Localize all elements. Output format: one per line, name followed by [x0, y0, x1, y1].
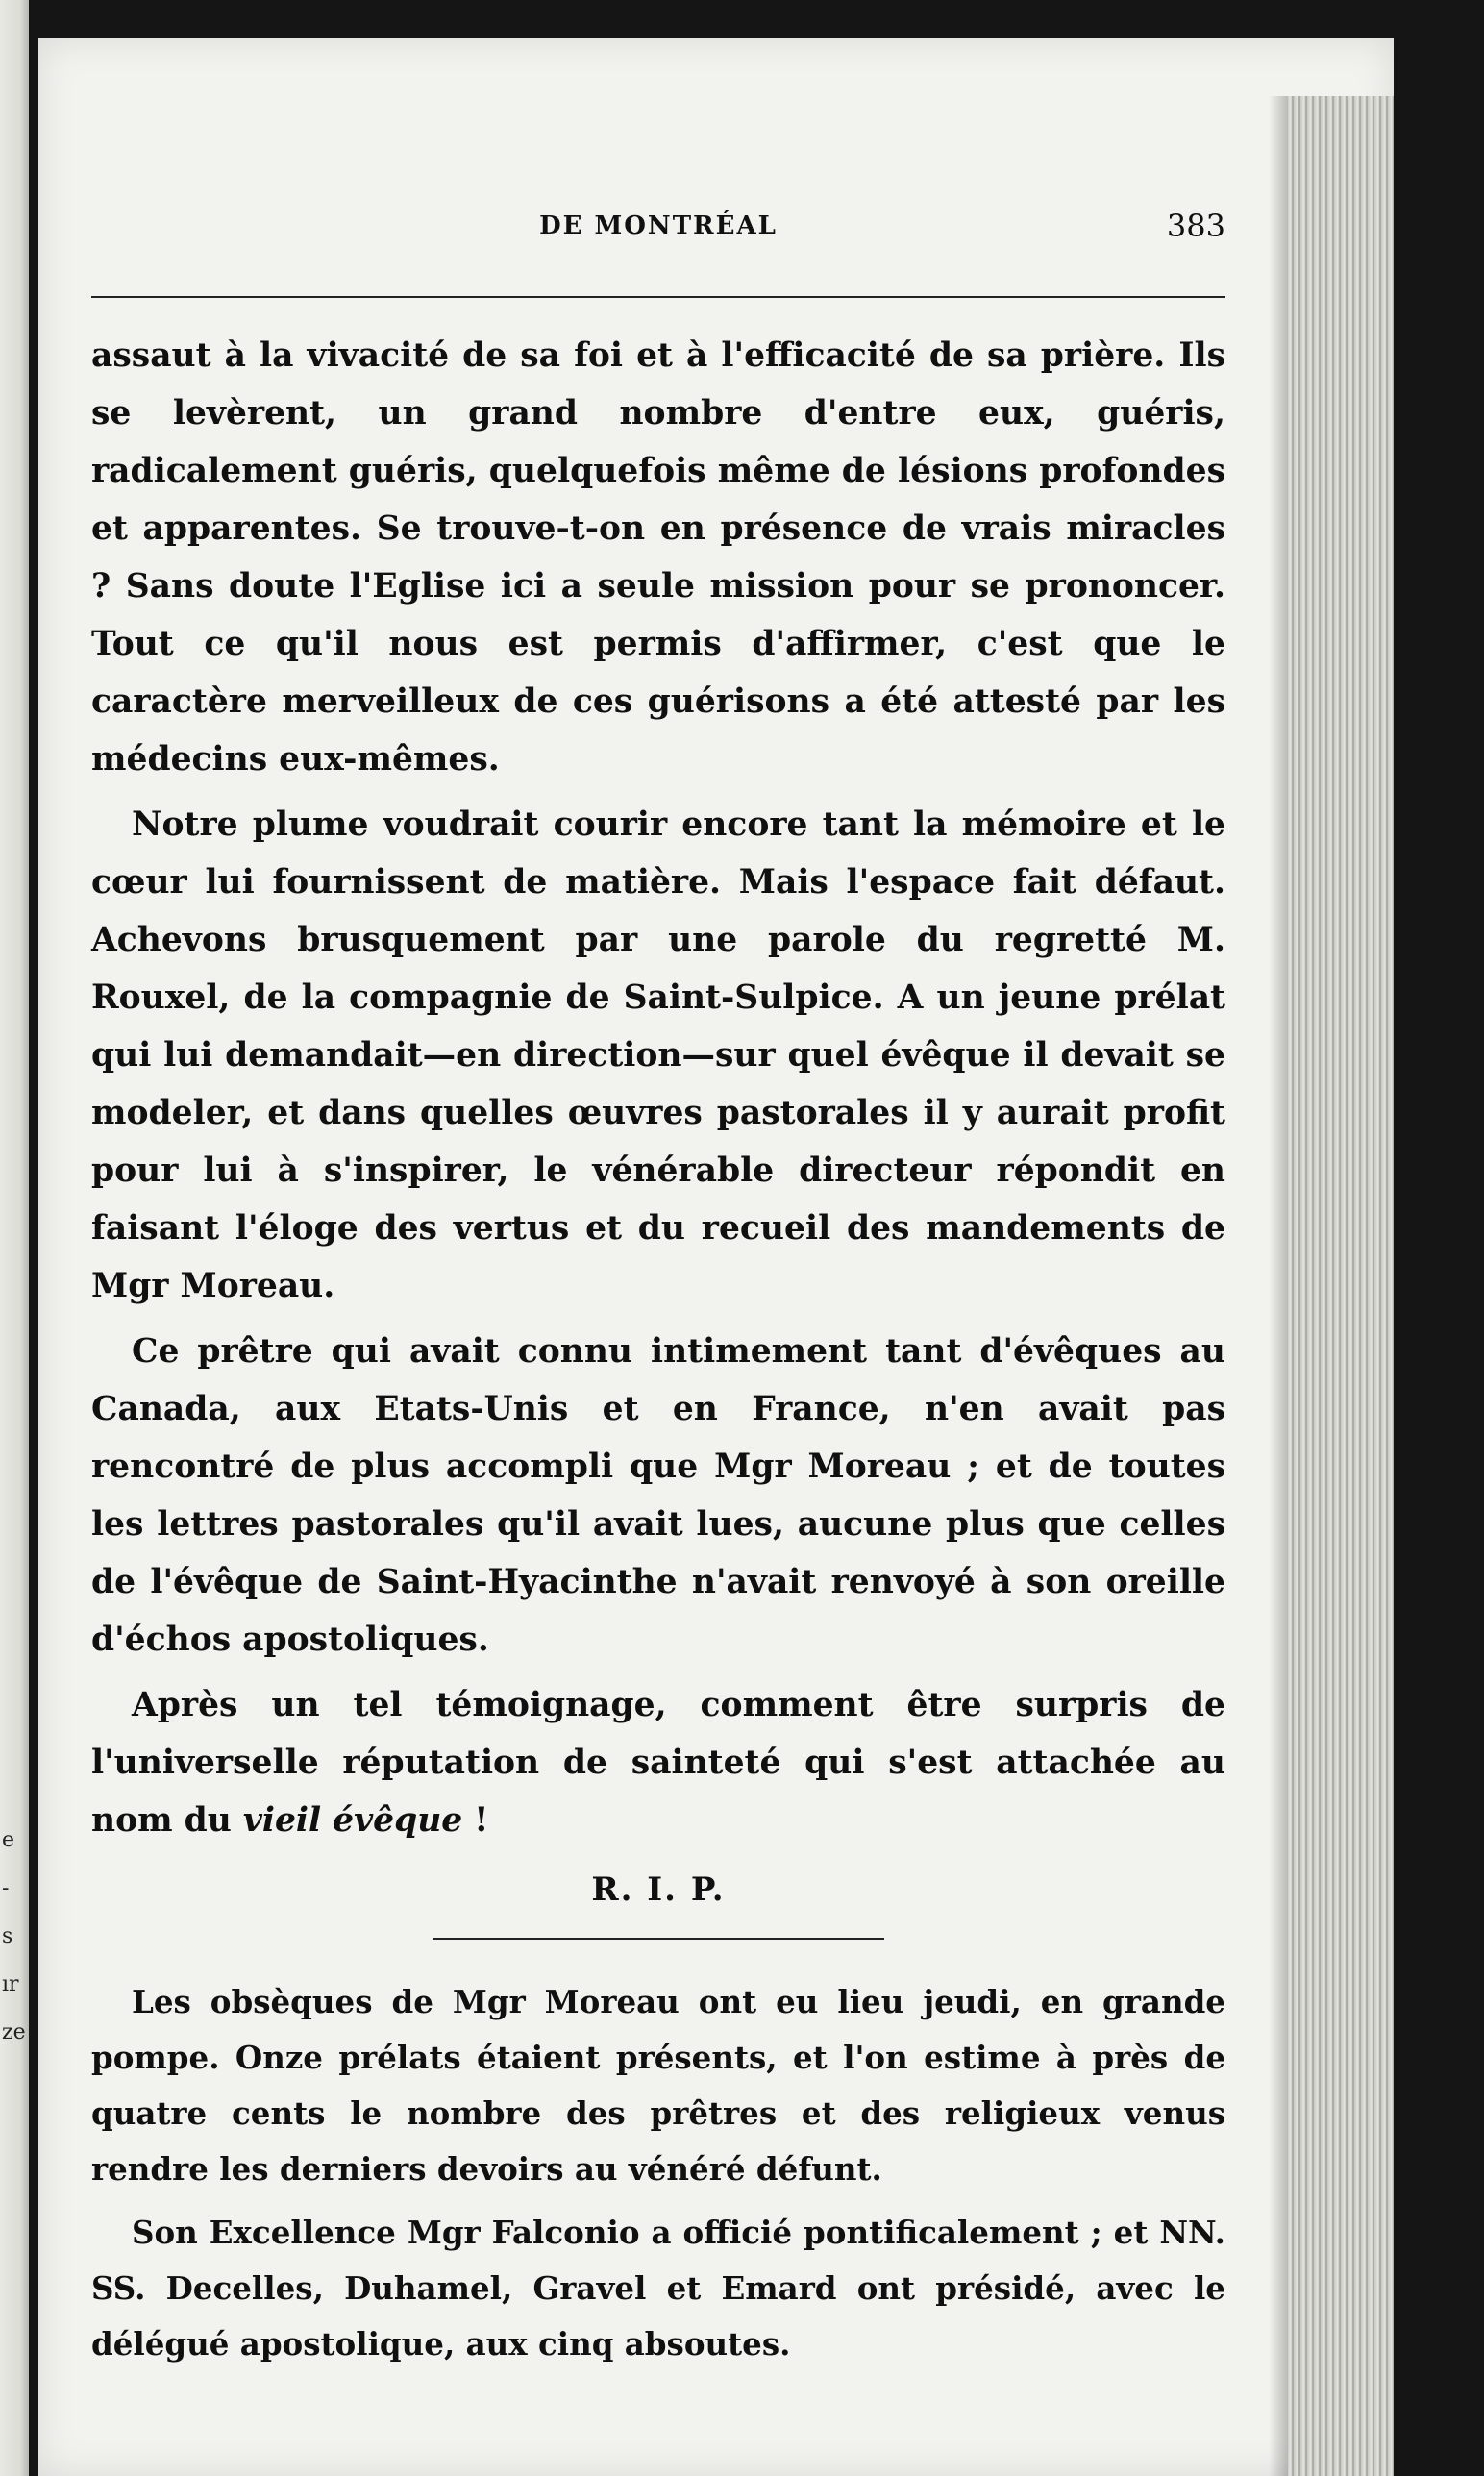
funeral-notice [91, 1974, 1225, 2372]
paragraph: assaut à la vivacité de sa foi et à l'efficacité de sa prière. Ils se levèrent, un grand nombre d'entre eux, guéris, radicalement guéris, quelquefois même de lésions profondes et apparentes. Se trouve-t-on en présence de vrais miracles ? Sans doute l'Eglise ici a seule mission pour se prononcer. Tout ce qu'il nous est permis d'affirmer, c'est que le caractère merveilleux de ces guérisons a été attesté par les médecins eux-mêmes. [91, 336, 1225, 779]
running-head [91, 208, 1225, 279]
left-fragment: s [2, 1924, 13, 1948]
paragraph-end: ! [462, 1801, 489, 1840]
stacked-page-edges [1288, 96, 1394, 2476]
left-page-fragments [2, 1817, 27, 2057]
running-title: DE MONTRÉAL [539, 211, 778, 240]
paragraph-text: Après un tel témoignage, comment être surpris de l'universelle réputation de sainteté qui s'est attachée au nom du [91, 1686, 1225, 1840]
rip-heading: R. I. P. [591, 1870, 726, 1909]
left-fragment: ze [2, 2020, 26, 2044]
page-content [91, 208, 1225, 2372]
left-fragment: e [2, 1828, 15, 1852]
page-number: 383 [1166, 208, 1225, 244]
notice-paragraph: Les obsèques de Mgr Moreau ont eu lieu jeudi, en grande pompe. Onze prélats étaient présents, et l'on estime à près de quatre cents le nombre des prêtres et des religieux venus rendre les derniers devoirs au vénéré défunt. [91, 1983, 1225, 2188]
book-page [38, 38, 1394, 2476]
left-page-edge [0, 0, 29, 2476]
paragraph-final [91, 1676, 1225, 1849]
left-fragment: - [2, 1876, 10, 1900]
header-rule [91, 296, 1225, 298]
italic-phrase: vieil évêque [242, 1801, 463, 1840]
paragraph: Ce prêtre qui avait connu intimement tant d'évêques au Canada, aux Etats-Unis et en France, n'en avait pas rencontré de plus accompli que Mgr Moreau ; et de toutes les lettres pastorales qu'il avait lues, aucune plus que celles de l'évêque de Saint-Hyacinthe n'avait renvoyé à son oreille d'échos apostoliques. [91, 1332, 1225, 1659]
left-fragment: ır [2, 1972, 19, 1996]
paragraph: Notre plume voudrait courir encore tant la mémoire et le cœur lui fournissent de matière. Mais l'espace fait défaut. Achevons brusquement par une parole du regretté M. Rouxel, de la compagnie de Saint-Sulpice. A un jeune prélat qui lui demandait—en direction—sur quel évêque il devait se modeler, et dans quelles œuvres pastorales il y aurait profit pour lui à s'inspirer, le vénérable directeur répondit en faisant l'éloge des vertus et du recueil des mandements de Mgr Moreau. [91, 805, 1225, 1305]
notice-paragraph: Son Excellence Mgr Falconio a officié pontificalement ; et NN. SS. Decelles, Duhamel, Gravel et Emard ont présidé, avec le délégué apostolique, aux cinq absoutes. [91, 2214, 1225, 2363]
section-rule [433, 1938, 884, 1940]
